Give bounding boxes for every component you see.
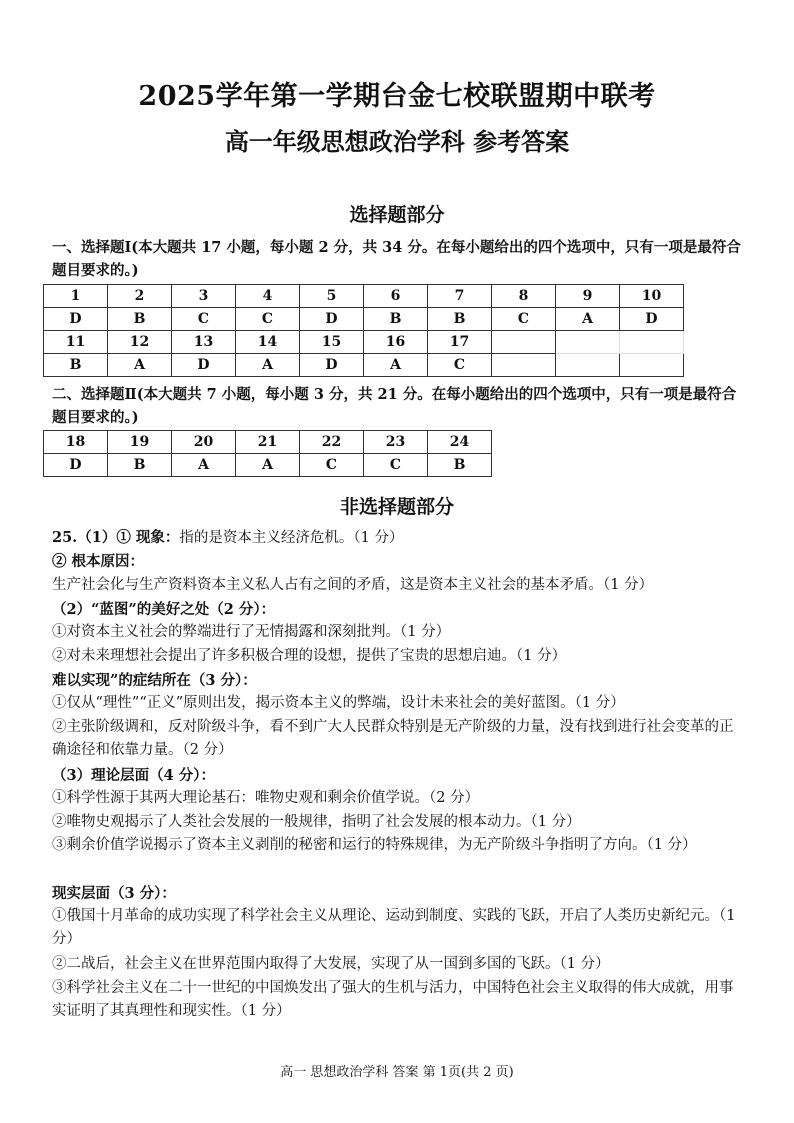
answer-25-3-heading: （3）理论层面（4 分）： [52,767,215,784]
answer-cell: C [364,454,428,477]
answer-line: ③科学社会主义在二十一世纪的中国焕发出了强大的生机与活力，中国特色社会主义取得的伟大成就，用事实证明了其真理性和现实性。（1 分） [52,980,734,1019]
answer-cell: B [428,454,492,477]
question-number: 18 [44,431,108,454]
part1-instructions: 一、选择题Ⅰ(本大题共 17 小题，每小题 2 分，共 34 分。在每小题给出的四个选项中，只有一项是最符合题目要求的。) [52,239,741,279]
question-number: 14 [236,331,300,354]
page-title: 2025学年第一学期台金七校联盟期中联考 [138,81,656,112]
answer-25-3-subheading: 现实层面（3 分）： [52,885,176,902]
answer-line: ①对资本主义社会的弊端进行了无情揭露和深刻批判。（1 分） [52,624,451,640]
table-row [44,354,684,377]
question-number: 23 [364,431,428,454]
question-number: 5 [300,285,364,308]
answer-line: ②主张阶级调和，反对阶级斗争，看不到广大人民群众特别是无产阶级的力量，没有找到进行社会变革的正确途径和依靠力量。（2 分） [52,719,734,758]
answer-cell: A [236,354,300,377]
question-number: 8 [492,285,556,308]
empty-cell [492,354,556,377]
question-number: 6 [364,285,428,308]
answer-cell: C [300,454,364,477]
answer-25-1-phenomenon [52,526,744,550]
answer-cell: B [108,454,172,477]
answer-cell: D [300,308,364,331]
question-number: 24 [428,431,492,454]
answer-cell: D [300,354,364,377]
answer-cell: C [492,308,556,331]
question-number: 13 [172,331,236,354]
answer-cell: D [620,308,684,331]
question-number: 3 [172,285,236,308]
answer-cell: A [364,354,428,377]
empty-cell [556,331,620,354]
answer-cell: A [556,308,620,331]
answer-table-1 [43,284,684,377]
question-number: 22 [300,431,364,454]
question-number: 9 [556,285,620,308]
empty-cell [620,354,684,377]
page-subtitle: 高一年级思想政治学科 参考答案 [224,127,570,156]
answer-line: ②唯物史观揭示了人类社会发展的一般规律，指明了社会发展的根本动力。（1 分） [52,814,581,830]
answer-cell: B [44,354,108,377]
page-footer: 高一 思想政治学科 答案 第 1页(共 2 页) [280,1065,514,1080]
answer-cell: D [44,308,108,331]
question-number: 15 [300,331,364,354]
answer-cell: C [172,308,236,331]
question-number: 12 [108,331,172,354]
question-number: 16 [364,331,428,354]
answer-25-2-subheading: 难以实现”的症结所在（3 分）： [52,672,257,689]
text: 指的是资本主义经济危机。（1 分） [179,530,404,546]
answer-cell: D [172,354,236,377]
question-number: 2 [108,285,172,308]
answer-line: ②二战后，社会主义在世界范围内取得了大发展，实现了从一国到多国的飞跃。（1 分） [52,956,610,972]
section-choice-heading: 选择题部分 [349,204,445,226]
answer-line: ①俄国十月革命的成功实现了科学社会主义从理论、运动到制度、实践的飞跃，开启了人类历史新纪元。（1 分） [52,908,736,947]
answer-cell: C [236,308,300,331]
question-number: 1 [44,285,108,308]
answer-cell: B [364,308,428,331]
answer-line: ①科学性源于其两大理论基石：唯物史观和剩余价值学说。（2 分） [52,790,480,806]
label: 25.（1）① 现象： [52,529,180,546]
question-number: 7 [428,285,492,308]
section-nonchoice-heading: 非选择题部分 [339,496,454,518]
question-number: 4 [236,285,300,308]
answer-line: ③剩余价值学说揭示了资本主义剥削的秘密和运行的特殊规律，为无产阶级斗争指明了方向。（1 分） [52,837,697,853]
empty-cell [492,331,556,354]
question-number: 20 [172,431,236,454]
answer-line: ②对未来理想社会提出了许多积极合理的设想，提供了宝贵的思想启迪。（1 分） [52,648,567,664]
label: ② 根本原因： [52,553,145,570]
question-number: 21 [236,431,300,454]
question-number: 10 [620,285,684,308]
text: 生产社会化与生产资料资本主义私人占有之间的矛盾，这是资本主义社会的基本矛盾。（1 分） [52,577,654,593]
answer-cell: B [108,308,172,331]
answer-table-2 [43,430,492,477]
table-row [44,454,492,477]
table-row [44,308,684,331]
answer-cell: A [172,454,236,477]
question-number: 17 [428,331,492,354]
answer-cell: A [236,454,300,477]
part2-instructions: 二、选择题Ⅱ(本大题共 7 小题，每小题 3 分，共 21 分。在每小题给出的四个选项中，只有一项是最符合题目要求的。) [52,386,737,426]
empty-cell [556,354,620,377]
table-row [44,285,684,308]
empty-cell [620,331,684,354]
answer-cell: D [44,454,108,477]
answer-25-2-heading: （2）“蓝图”的美好之处（2 分）： [52,601,276,618]
answer-line: ①仅从“理性”“正义”原则出发，揭示资本主义的弊端，设计未来社会的美好蓝图。（1 分） [52,695,625,711]
answer-cell: A [108,354,172,377]
answer-25-1-cause [52,550,744,597]
answer-cell: C [428,354,492,377]
question-number: 19 [108,431,172,454]
table-row [44,431,492,454]
question-number: 11 [44,331,108,354]
answer-cell: B [428,308,492,331]
table-row [44,331,684,354]
